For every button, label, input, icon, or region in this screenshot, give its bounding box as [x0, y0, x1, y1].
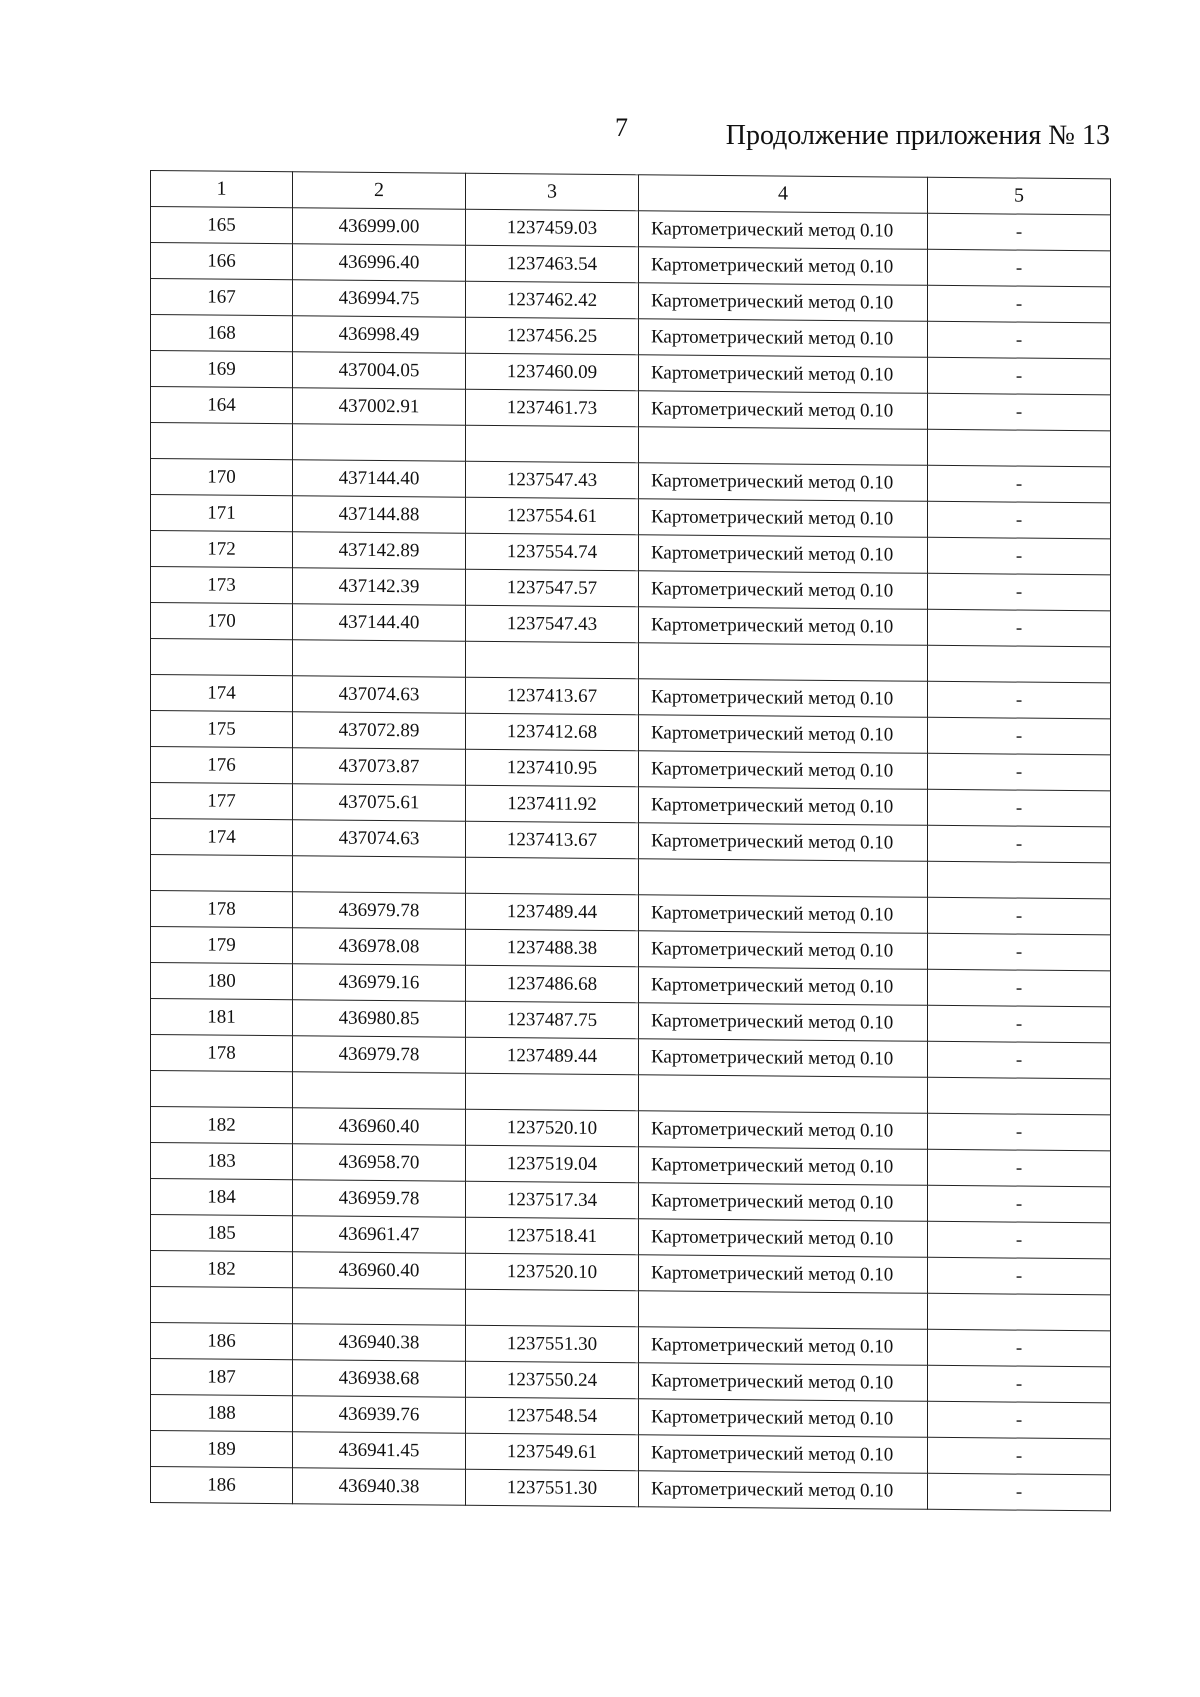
table-cell: Картометрический метод 0.10	[639, 1147, 928, 1186]
table-cell: -	[928, 753, 1111, 791]
table-cell: 184	[151, 1179, 293, 1216]
table-cell: 173	[151, 567, 293, 604]
table-cell: 189	[151, 1431, 293, 1468]
table-cell: -	[928, 789, 1111, 827]
table-cell-empty	[293, 640, 466, 678]
table-cell: 183	[151, 1143, 293, 1180]
table-cell: 1237411.92	[466, 785, 639, 823]
table-cell: 1237456.25	[466, 317, 639, 355]
table-cell: 436958.70	[293, 1144, 466, 1182]
table-cell: -	[928, 213, 1111, 251]
table-cell: 166	[151, 243, 293, 280]
table-cell: 1237517.34	[466, 1181, 639, 1219]
table-cell: Картометрический метод 0.10	[639, 715, 928, 754]
table-cell: -	[928, 285, 1111, 323]
table-cell-empty	[466, 641, 639, 679]
table-cell: -	[928, 393, 1111, 431]
column-header: 5	[928, 177, 1111, 215]
table-cell: Картометрический метод 0.10	[639, 391, 928, 430]
table-cell: -	[928, 825, 1111, 863]
table-cell: 1237413.67	[466, 821, 639, 859]
table-cell: Картометрический метод 0.10	[639, 1003, 928, 1042]
table-cell: 436978.08	[293, 928, 466, 966]
table-cell: Картометрический метод 0.10	[639, 571, 928, 610]
table-cell: 1237518.41	[466, 1217, 639, 1255]
table-cell: Картометрический метод 0.10	[639, 535, 928, 574]
table-cell: 436979.78	[293, 892, 466, 930]
table-cell: -	[928, 1437, 1111, 1475]
table-cell: 1237548.54	[466, 1397, 639, 1435]
page-number: 7	[615, 113, 628, 142]
table-cell-empty	[928, 1293, 1111, 1331]
table-cell: 182	[151, 1251, 293, 1288]
table-cell-empty	[151, 1071, 293, 1108]
table-cell: 170	[151, 459, 293, 496]
table-cell: 180	[151, 963, 293, 1000]
table-cell: 178	[151, 1035, 293, 1072]
table-cell: 436941.45	[293, 1432, 466, 1470]
column-header: 1	[151, 171, 293, 208]
table-cell-empty	[928, 861, 1111, 899]
table-cell-empty	[293, 1288, 466, 1326]
table-cell: 1237489.44	[466, 1037, 639, 1075]
table-cell: 436998.49	[293, 316, 466, 354]
column-header: 4	[639, 175, 928, 214]
table-cell-empty	[928, 429, 1111, 467]
table-cell: Картометрический метод 0.10	[639, 1399, 928, 1438]
table-cell-empty	[293, 856, 466, 894]
table-cell: 1237487.75	[466, 1001, 639, 1039]
table-cell: Картометрический метод 0.10	[639, 1183, 928, 1222]
table-cell-empty	[639, 1075, 928, 1114]
table-cell: -	[928, 681, 1111, 719]
coordinates-table	[150, 170, 1111, 1511]
table-cell: 188	[151, 1395, 293, 1432]
table-cell: 176	[151, 747, 293, 784]
table-cell: 436939.76	[293, 1396, 466, 1434]
table-cell: -	[928, 1257, 1111, 1295]
table-cell: Картометрический метод 0.10	[639, 679, 928, 718]
table-cell: -	[928, 1149, 1111, 1187]
table-cell: 1237410.95	[466, 749, 639, 787]
table-cell: 437073.87	[293, 748, 466, 786]
column-header: 2	[293, 172, 466, 210]
table-cell-empty	[466, 857, 639, 895]
table-cell: 1237463.54	[466, 245, 639, 283]
table-cell: Картометрический метод 0.10	[639, 1363, 928, 1402]
table-cell: Картометрический метод 0.10	[639, 319, 928, 358]
table-cell: 436940.38	[293, 1324, 466, 1362]
table-body	[151, 207, 1111, 1511]
table-cell: 169	[151, 351, 293, 388]
table-cell: 1237489.44	[466, 893, 639, 931]
table-cell: 167	[151, 279, 293, 316]
table-cell: -	[928, 1185, 1111, 1223]
table-cell: Картометрический метод 0.10	[639, 823, 928, 862]
table-cell: -	[928, 249, 1111, 287]
table-cell: Картометрический метод 0.10	[639, 1327, 928, 1366]
table-cell-empty	[151, 855, 293, 892]
table-cell: Картометрический метод 0.10	[639, 1111, 928, 1150]
table-cell: Картометрический метод 0.10	[639, 1435, 928, 1474]
table-cell: 187	[151, 1359, 293, 1396]
table-cell: 436979.78	[293, 1036, 466, 1074]
table-cell: Картометрический метод 0.10	[639, 499, 928, 538]
table-cell: Картометрический метод 0.10	[639, 463, 928, 502]
table-cell: 437072.89	[293, 712, 466, 750]
table-cell: 437074.63	[293, 676, 466, 714]
table-cell: Картометрический метод 0.10	[639, 355, 928, 394]
table-cell: 437074.63	[293, 820, 466, 858]
table-cell-empty	[466, 1073, 639, 1111]
table-cell: Картометрический метод 0.10	[639, 1219, 928, 1258]
table-cell: -	[928, 1401, 1111, 1439]
table-cell: 1237461.73	[466, 389, 639, 427]
table-cell: -	[928, 1113, 1111, 1151]
table-cell: 1237547.43	[466, 461, 639, 499]
table-cell: 1237519.04	[466, 1145, 639, 1183]
table-cell: 179	[151, 927, 293, 964]
table-cell: Картометрический метод 0.10	[639, 607, 928, 646]
table-cell: -	[928, 609, 1111, 647]
table-cell: 1237486.68	[466, 965, 639, 1003]
table-cell-empty	[928, 1077, 1111, 1115]
table-cell: 1237520.10	[466, 1253, 639, 1291]
table-cell: 436959.78	[293, 1180, 466, 1218]
table-cell: -	[928, 1365, 1111, 1403]
table-cell: 436980.85	[293, 1000, 466, 1038]
table-cell: 182	[151, 1107, 293, 1144]
table-cell: 181	[151, 999, 293, 1036]
table-cell-empty	[151, 1287, 293, 1324]
table-cell: 178	[151, 891, 293, 928]
table-cell: 437075.61	[293, 784, 466, 822]
table-cell: 168	[151, 315, 293, 352]
table-cell: -	[928, 1041, 1111, 1079]
table-cell: Картометрический метод 0.10	[639, 211, 928, 250]
table-cell: -	[928, 537, 1111, 575]
table-cell-empty	[293, 424, 466, 462]
table-cell: Картометрический метод 0.10	[639, 967, 928, 1006]
table-cell: 186	[151, 1323, 293, 1360]
table-cell: 436960.40	[293, 1252, 466, 1290]
table-cell: 437142.39	[293, 568, 466, 606]
table-cell: 1237488.38	[466, 929, 639, 967]
table-cell: Картометрический метод 0.10	[639, 1471, 928, 1510]
table-cell-empty	[151, 639, 293, 676]
table-cell: 437144.40	[293, 604, 466, 642]
table-cell: Картометрический метод 0.10	[639, 751, 928, 790]
table-cell: 436994.75	[293, 280, 466, 318]
table-cell: 165	[151, 207, 293, 244]
column-header: 3	[466, 173, 639, 211]
table-cell-empty	[928, 645, 1111, 683]
table-cell: -	[928, 501, 1111, 539]
table-cell: 1237551.30	[466, 1469, 639, 1507]
table-cell: 436996.40	[293, 244, 466, 282]
table-cell: -	[928, 717, 1111, 755]
table-cell: 437004.05	[293, 352, 466, 390]
table-cell-empty	[639, 1291, 928, 1330]
table-cell: 164	[151, 387, 293, 424]
table-cell-empty	[466, 425, 639, 463]
table-cell: 1237551.30	[466, 1325, 639, 1363]
table-cell: Картометрический метод 0.10	[639, 895, 928, 934]
table-cell-empty	[639, 643, 928, 682]
table-cell: Картометрический метод 0.10	[639, 787, 928, 826]
table-cell: -	[928, 1005, 1111, 1043]
table-cell: Картометрический метод 0.10	[639, 247, 928, 286]
table-cell: 174	[151, 819, 293, 856]
table-cell: 437144.40	[293, 460, 466, 498]
table-cell: -	[928, 1473, 1111, 1511]
table-cell: 1237547.43	[466, 605, 639, 643]
table-cell: -	[928, 357, 1111, 395]
table-cell: 436938.68	[293, 1360, 466, 1398]
table-cell: 436960.40	[293, 1108, 466, 1146]
table-cell: 1237413.67	[466, 677, 639, 715]
table-cell: -	[928, 321, 1111, 359]
table-cell: 1237459.03	[466, 209, 639, 247]
table-cell: -	[928, 1329, 1111, 1367]
table-cell: 436961.47	[293, 1216, 466, 1254]
table-cell: 436999.00	[293, 208, 466, 246]
page-title: Продолжение приложения № 13	[725, 120, 1110, 151]
table-cell: 172	[151, 531, 293, 568]
table-cell: 1237554.61	[466, 497, 639, 535]
table-cell: 186	[151, 1467, 293, 1504]
table-cell-empty	[151, 423, 293, 460]
table-cell: 177	[151, 783, 293, 820]
table-cell: -	[928, 1221, 1111, 1259]
table-cell: 1237554.74	[466, 533, 639, 571]
table-cell: Картометрический метод 0.10	[639, 283, 928, 322]
table-cell: 1237547.57	[466, 569, 639, 607]
table-cell: 437002.91	[293, 388, 466, 426]
table-cell-empty	[639, 427, 928, 466]
table-cell: -	[928, 465, 1111, 503]
table-cell: -	[928, 897, 1111, 935]
table-cell: Картометрический метод 0.10	[639, 1255, 928, 1294]
table-cell: 436979.16	[293, 964, 466, 1002]
table-cell: 1237550.24	[466, 1361, 639, 1399]
table-cell: 437144.88	[293, 496, 466, 534]
table-cell: Картометрический метод 0.10	[639, 1039, 928, 1078]
table-cell: 436940.38	[293, 1468, 466, 1506]
table-cell: 1237460.09	[466, 353, 639, 391]
table-cell: 185	[151, 1215, 293, 1252]
table-cell: 175	[151, 711, 293, 748]
table-cell: 1237549.61	[466, 1433, 639, 1471]
table-cell: 170	[151, 603, 293, 640]
table-cell-empty	[466, 1289, 639, 1327]
table-cell: 174	[151, 675, 293, 712]
table-cell: -	[928, 573, 1111, 611]
table-cell: 1237412.68	[466, 713, 639, 751]
table-cell: Картометрический метод 0.10	[639, 931, 928, 970]
table-cell-empty	[293, 1072, 466, 1110]
table-row	[151, 1467, 1111, 1511]
table-cell-empty	[639, 859, 928, 898]
table-cell: 437142.89	[293, 532, 466, 570]
table-cell: -	[928, 969, 1111, 1007]
table-cell: 171	[151, 495, 293, 532]
table-cell: -	[928, 933, 1111, 971]
table-cell: 1237520.10	[466, 1109, 639, 1147]
table-cell: 1237462.42	[466, 281, 639, 319]
